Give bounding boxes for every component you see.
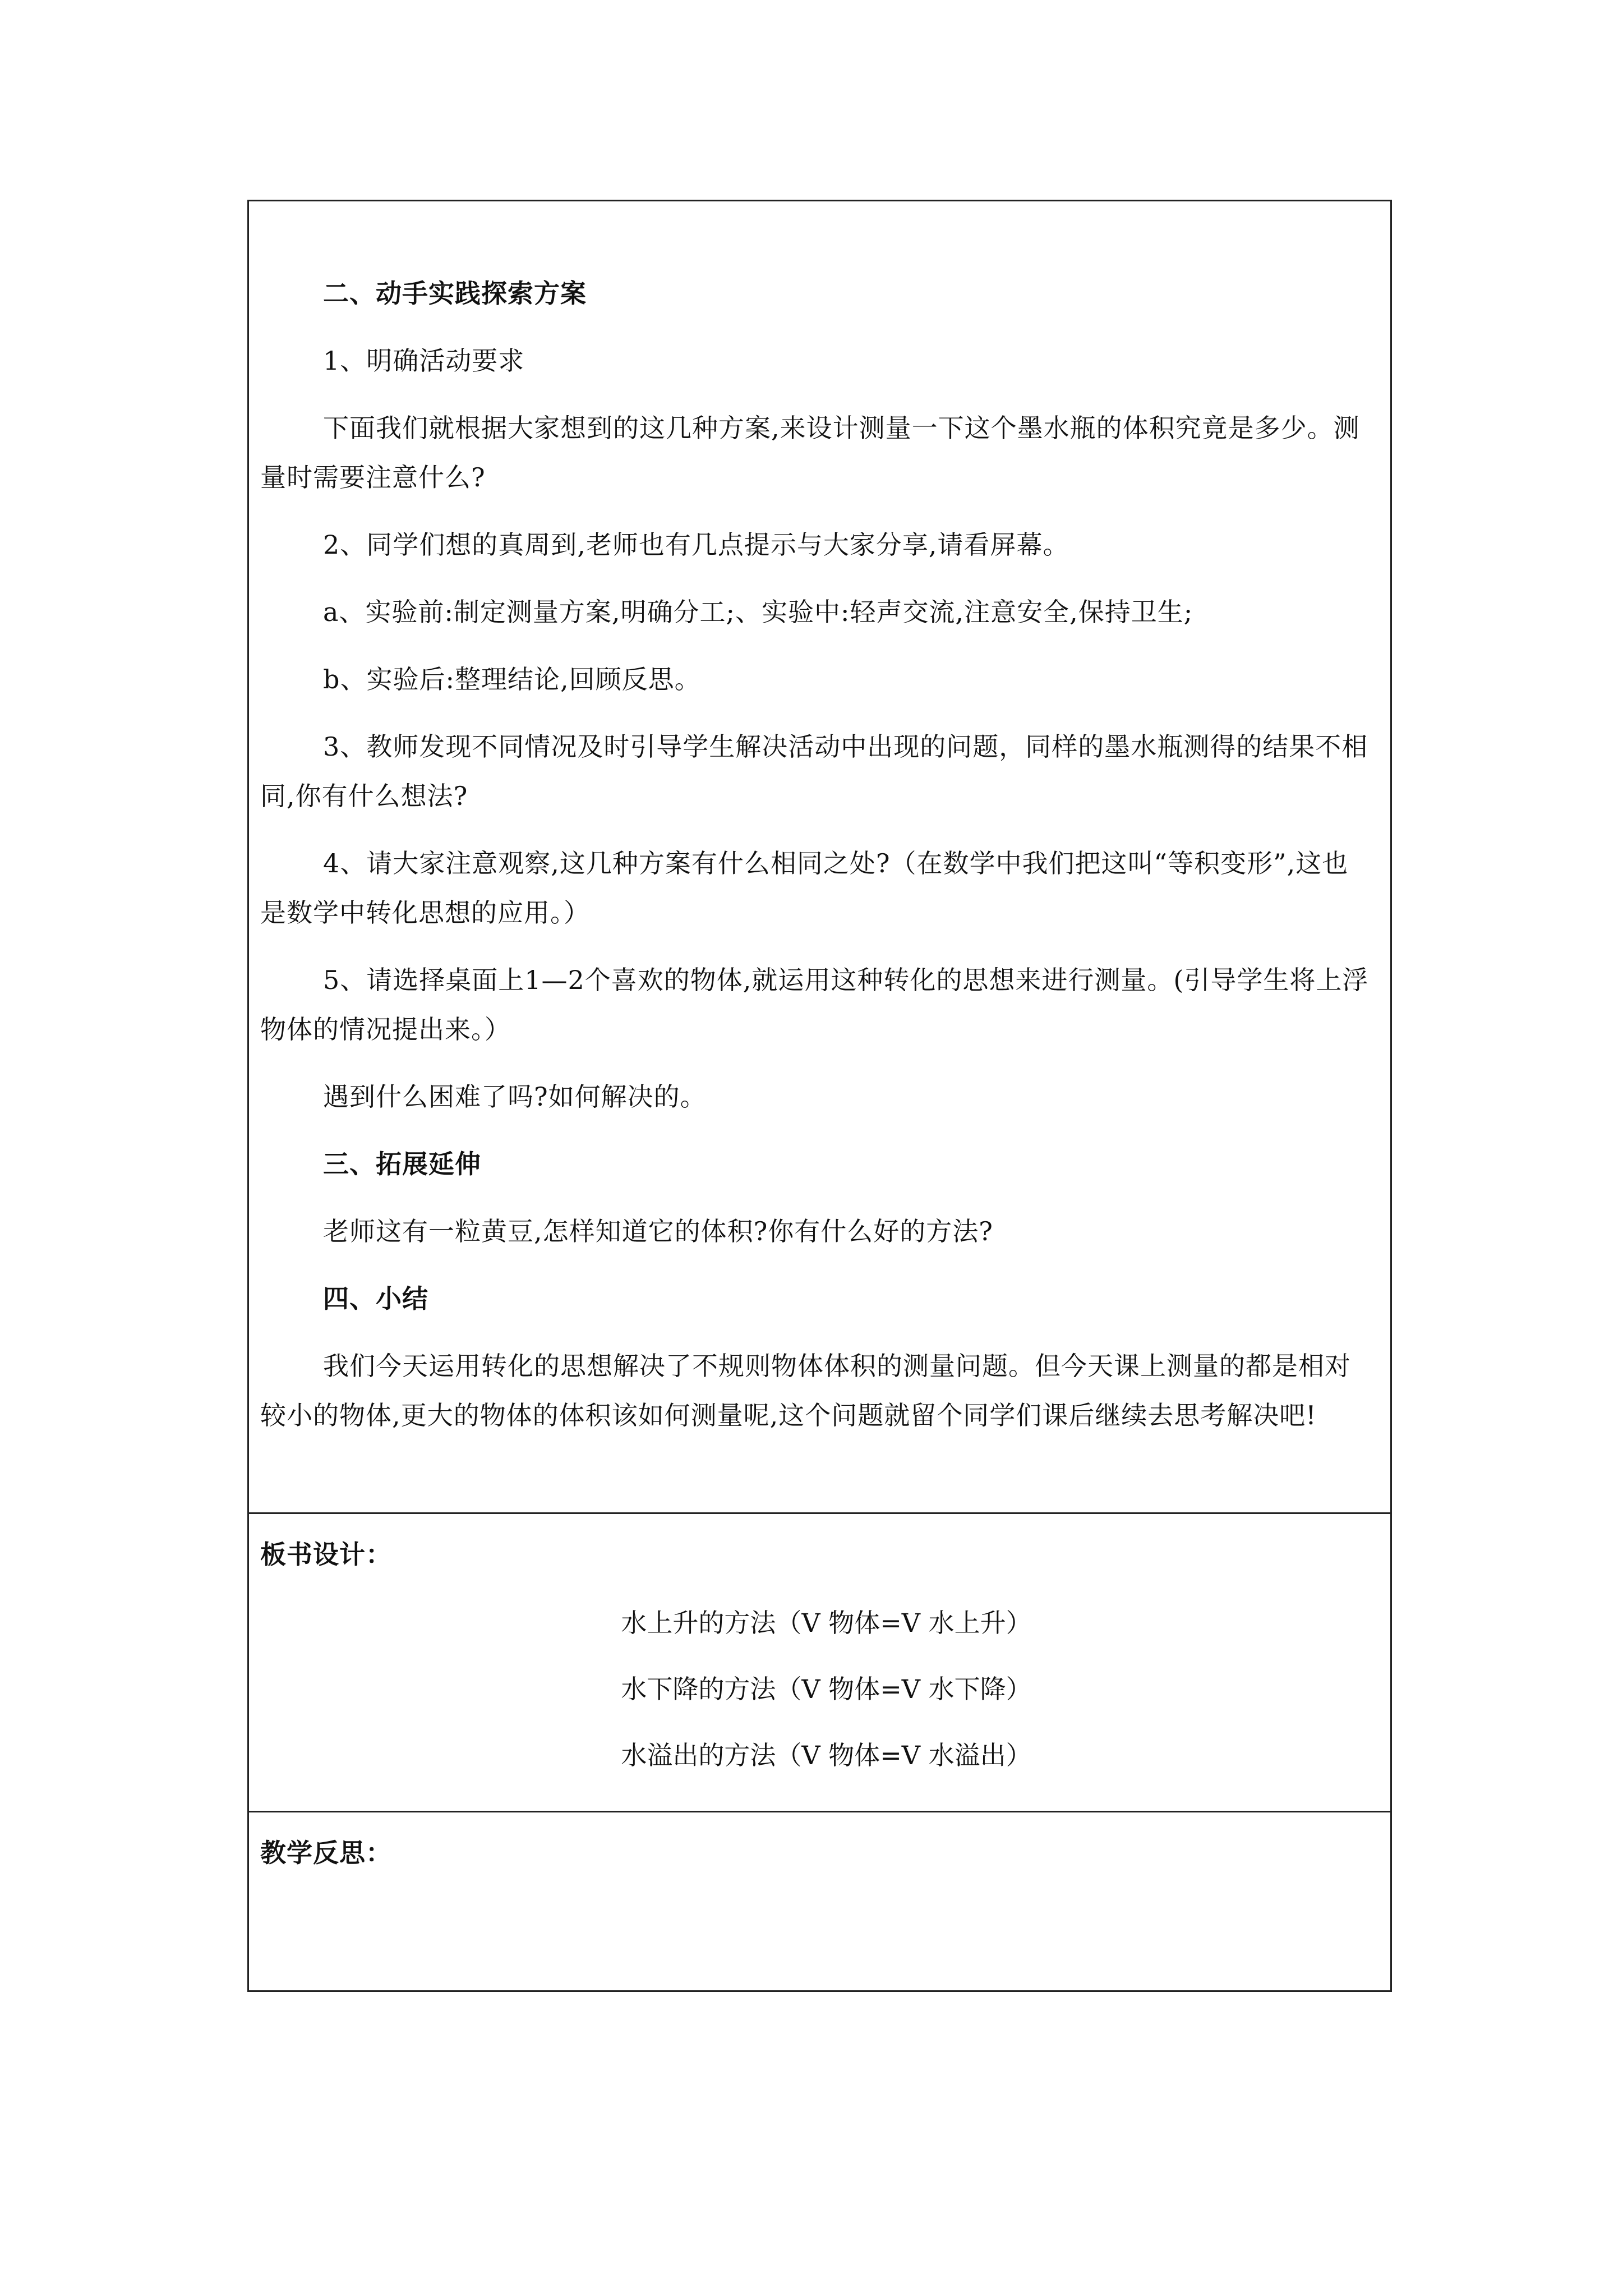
teaching-process-cell <box>249 201 1390 1514</box>
board-design-lines <box>249 1598 1390 1797</box>
section-three-heading: 三、拓展延伸 <box>323 1149 481 1179</box>
paragraph: 2、同学们想的真周到,老师也有几点提示与大家分享,请看屏幕。 <box>323 530 1069 560</box>
board-line: 水下降的方法（V 物体=V 水下降） <box>621 1674 1032 1704</box>
teaching-reflection-cell <box>249 1812 1390 1992</box>
section-two-heading: 二、动手实践探索方案 <box>323 278 587 309</box>
paragraph: 3、教师发现不同情况及时引导学生解决活动中出现的问题，同样的墨水瓶测得的结果不相同,你有什么想法? <box>260 731 1368 811</box>
section-four-heading: 四、小结 <box>323 1283 428 1314</box>
paragraph: b、实验后:整理结论,回顾反思。 <box>323 664 701 694</box>
board-design-cell <box>249 1514 1390 1812</box>
board-line: 水上升的方法（V 物体=V 水上升） <box>621 1608 1032 1638</box>
paragraph: a、实验前:制定测量方案,明确分工;、实验中:轻声交流,注意安全,保持卫生; <box>323 597 1193 627</box>
paragraph: 遇到什么困难了吗?如何解决的。 <box>323 1082 707 1112</box>
paragraph: 我们今天运用转化的思想解决了不规则物体体积的测量问题。但今天课上测量的都是相对较小的物体,更大的物体的体积该如何测量呢,这个问题就留个同学们课后继续去思考解决吧! <box>260 1351 1351 1430</box>
paragraph: 4、请大家注意观察,这几种方案有什么相同之处?（在数学中我们把这叫“等积变形”,这也是数学中转化思想的应用。） <box>260 848 1349 928</box>
teaching-reflection-label: 教学反思： <box>260 1838 392 1868</box>
paragraph: 老师这有一粒黄豆,怎样知道它的体积?你有什么好的方法? <box>323 1216 993 1246</box>
teaching-process-content <box>260 269 1375 1458</box>
paragraph: 下面我们就根据大家想到的这几种方案,来设计测量一下这个墨水瓶的体积究竟是多少。测量时需要注意什么? <box>260 413 1360 493</box>
paragraph: 5、请选择桌面上1—2个喜欢的物体,就运用这种转化的思想来进行测量。(引导学生将上浮物体的情况提出来。） <box>260 965 1369 1045</box>
lesson-plan-table <box>247 200 1392 1992</box>
paragraph: 1、明确活动要求 <box>323 346 525 376</box>
board-design-label: 板书设计： <box>260 1539 392 1570</box>
board-line: 水溢出的方法（V 物体=V 水溢出） <box>621 1740 1032 1770</box>
